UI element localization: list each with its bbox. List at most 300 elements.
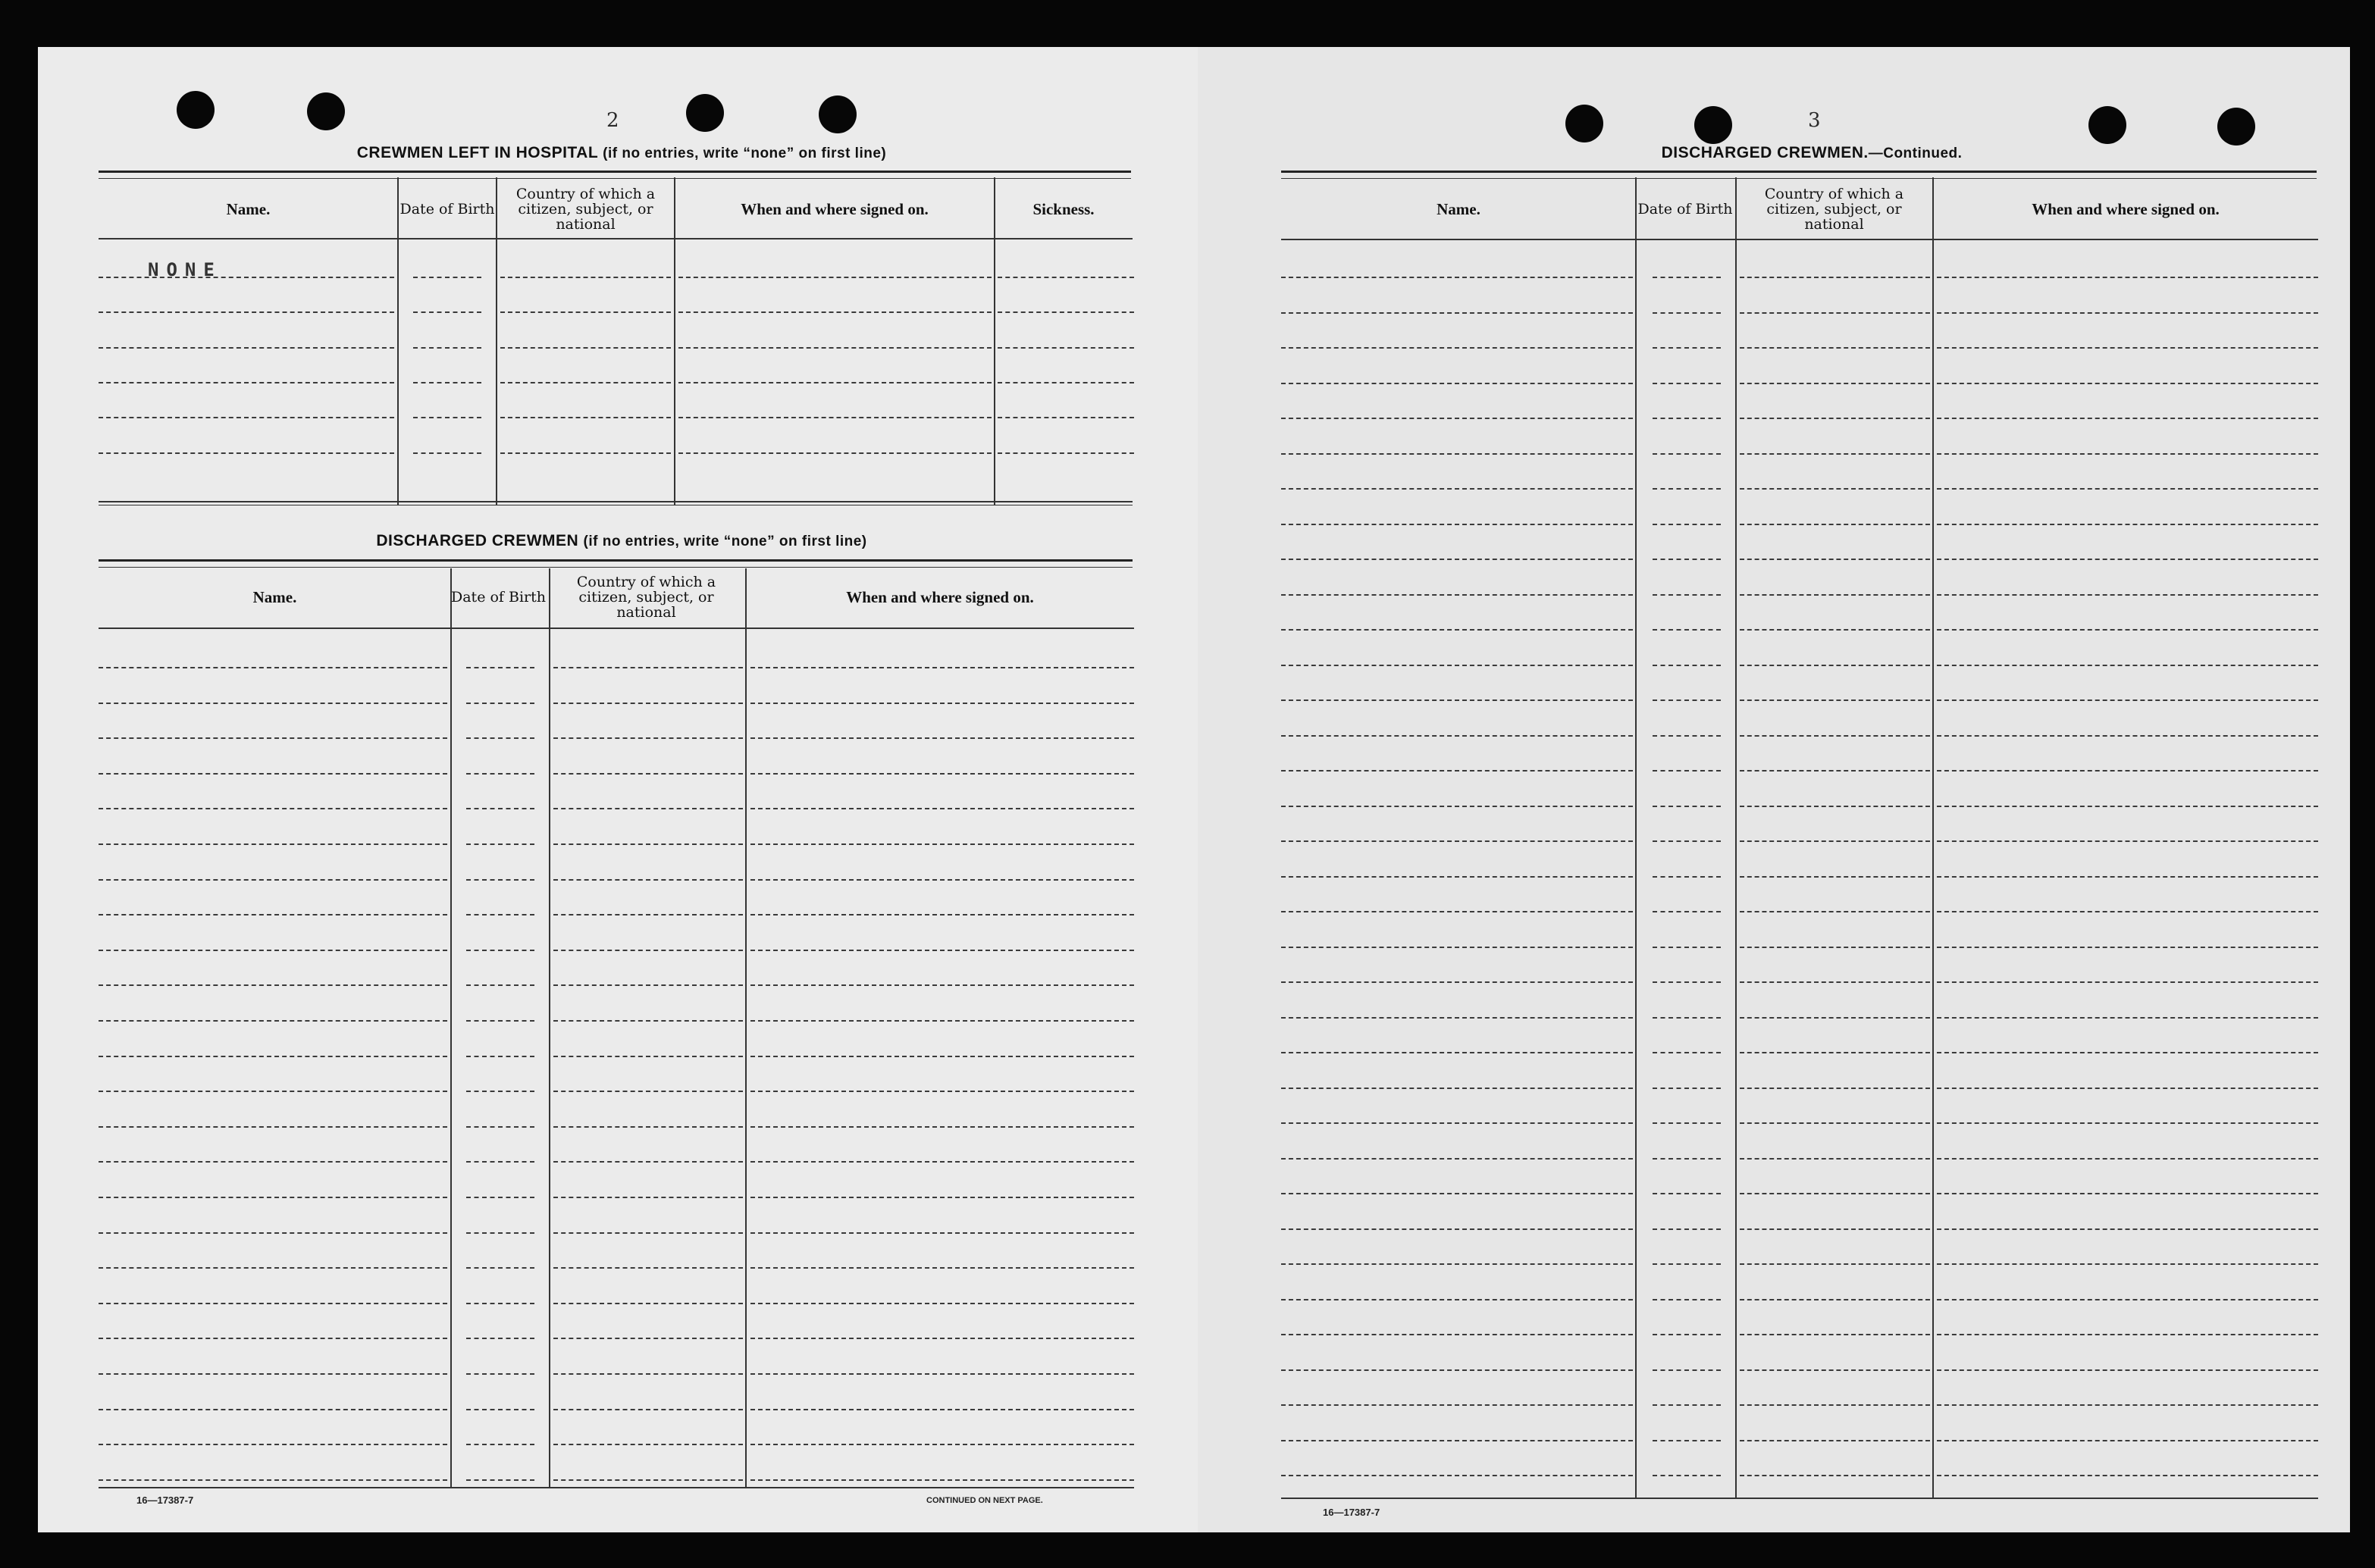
ruled-line bbox=[1937, 1334, 2318, 1335]
column-divider bbox=[496, 177, 497, 505]
ruled-line bbox=[1937, 981, 2318, 983]
ruled-line bbox=[1653, 1369, 1721, 1371]
ruled-line bbox=[1740, 735, 1930, 737]
ruled-line bbox=[99, 1020, 447, 1022]
ruled-line bbox=[1653, 840, 1721, 842]
ruled-line bbox=[1937, 1088, 2318, 1089]
ruled-line bbox=[466, 1126, 534, 1128]
ruled-line bbox=[99, 1303, 447, 1304]
ruled-line bbox=[1740, 1404, 1930, 1406]
ruled-line bbox=[99, 1197, 447, 1198]
ruled-line bbox=[1653, 665, 1721, 666]
ruled-line bbox=[466, 843, 534, 845]
ruled-line bbox=[553, 1444, 743, 1445]
ruled-line bbox=[1740, 277, 1930, 278]
ruled-line bbox=[750, 1091, 1134, 1092]
ruled-line bbox=[99, 452, 394, 454]
ruled-line bbox=[750, 1479, 1134, 1481]
column-divider bbox=[674, 177, 675, 505]
ruled-line bbox=[750, 1444, 1134, 1445]
ruled-line bbox=[1653, 1475, 1721, 1476]
punch-hole bbox=[2217, 108, 2255, 146]
col-header-signed-on: When and where signed on. bbox=[2032, 200, 2220, 218]
continued-note: CONTINUED ON NEXT PAGE. bbox=[926, 1496, 1043, 1505]
ruled-line bbox=[1740, 629, 1930, 631]
page-number: 3 bbox=[1808, 109, 1821, 132]
ruled-line bbox=[1937, 1193, 2318, 1194]
ruled-line bbox=[1937, 1228, 2318, 1230]
ruled-line bbox=[1937, 277, 2318, 278]
page-right bbox=[1198, 47, 2350, 1532]
ruled-line bbox=[1281, 629, 1633, 631]
ruled-line bbox=[678, 347, 992, 349]
ruled-line bbox=[1740, 1263, 1930, 1265]
hospital-entry-none: NONE bbox=[148, 259, 222, 280]
ruled-line bbox=[413, 277, 481, 278]
ruled-line bbox=[1740, 981, 1930, 983]
discharged-top-rule bbox=[99, 559, 1133, 568]
ruled-line bbox=[1653, 418, 1721, 419]
ruled-line bbox=[1937, 770, 2318, 771]
ruled-line bbox=[1740, 1440, 1930, 1441]
column-divider bbox=[1735, 177, 1737, 1498]
ruled-line bbox=[1937, 840, 2318, 842]
ruled-line bbox=[998, 452, 1134, 454]
ruled-line bbox=[99, 950, 447, 951]
ruled-line bbox=[1937, 347, 2318, 349]
ruled-line bbox=[99, 843, 447, 845]
col-header-date-of-birth: Date of Birth bbox=[451, 589, 546, 606]
punch-hole bbox=[177, 91, 215, 129]
col-header-date-of-birth: Date of Birth bbox=[399, 201, 495, 218]
ruled-line bbox=[500, 277, 671, 278]
ruled-line bbox=[1937, 488, 2318, 490]
col-header-sickness: Sickness. bbox=[1032, 200, 1095, 218]
ruled-line bbox=[466, 667, 534, 668]
ruled-line bbox=[99, 1479, 447, 1481]
ruled-line bbox=[553, 1056, 743, 1057]
ruled-line bbox=[1740, 1088, 1930, 1089]
ruled-line bbox=[1937, 806, 2318, 807]
ruled-line bbox=[1740, 699, 1930, 701]
ruled-line bbox=[1281, 1440, 1633, 1441]
ruled-line bbox=[750, 808, 1134, 809]
ruled-line bbox=[466, 1444, 534, 1445]
col-header-signed-on: When and where signed on. bbox=[846, 588, 1034, 606]
ruled-line bbox=[1740, 876, 1930, 878]
ruled-line bbox=[466, 1338, 534, 1339]
ruled-line bbox=[1281, 1369, 1633, 1371]
ruled-line bbox=[1653, 1122, 1721, 1124]
ruled-line bbox=[1281, 699, 1633, 701]
ruled-line bbox=[1653, 1088, 1721, 1089]
ruled-line bbox=[678, 452, 992, 454]
ruled-line bbox=[553, 1197, 743, 1198]
ruled-line bbox=[99, 347, 394, 349]
right-section-title: DISCHARGED CREWMEN.—Continued. bbox=[1661, 144, 1963, 161]
ruled-line bbox=[1740, 770, 1930, 771]
ruled-line bbox=[466, 1232, 534, 1234]
ruled-line bbox=[1281, 840, 1633, 842]
ruled-line bbox=[1937, 1475, 2318, 1476]
ruled-line bbox=[553, 1161, 743, 1163]
ruled-line bbox=[750, 1303, 1134, 1304]
ruled-line bbox=[1740, 1369, 1930, 1371]
ruled-line bbox=[1937, 1369, 2318, 1371]
ruled-line bbox=[1281, 594, 1633, 596]
ruled-line bbox=[750, 1161, 1134, 1163]
ruled-line bbox=[1281, 277, 1633, 278]
ruled-line bbox=[1937, 418, 2318, 419]
ruled-line bbox=[750, 737, 1134, 739]
ruled-line bbox=[1281, 806, 1633, 807]
ruled-line bbox=[1281, 1122, 1633, 1124]
ruled-line bbox=[553, 1479, 743, 1481]
column-divider bbox=[1635, 177, 1637, 1498]
ruled-line bbox=[553, 1267, 743, 1269]
col-header-date-of-birth: Date of Birth bbox=[1637, 201, 1733, 218]
ruled-line bbox=[1281, 347, 1633, 349]
punch-hole bbox=[1565, 105, 1603, 142]
discharged-section-title-text: DISCHARGED CREWMEN (if no entries, write “none” on first line) bbox=[376, 532, 867, 549]
ruled-line bbox=[466, 1479, 534, 1481]
ruled-line bbox=[750, 667, 1134, 668]
hospital-section-title: CREWMEN LEFT IN HOSPITAL (if no entries, write “none” on first line) bbox=[356, 144, 887, 161]
ruled-line bbox=[500, 382, 671, 383]
ruled-line bbox=[553, 843, 743, 845]
ruled-line bbox=[413, 452, 481, 454]
col-header-country: Country of which a citizen, subject, or national bbox=[576, 574, 716, 621]
ruled-line bbox=[1740, 1158, 1930, 1160]
ruled-line bbox=[1653, 488, 1721, 490]
right-top-rule bbox=[1281, 171, 2317, 179]
ruled-line bbox=[1740, 911, 1930, 912]
form-number: 16—17387-7 bbox=[1323, 1507, 1380, 1518]
ruled-line bbox=[99, 382, 394, 383]
ruled-line bbox=[1937, 665, 2318, 666]
ruled-line bbox=[1740, 1193, 1930, 1194]
ruled-line bbox=[750, 1126, 1134, 1128]
column-divider bbox=[994, 177, 995, 505]
ruled-line bbox=[1653, 1158, 1721, 1160]
ruled-line bbox=[99, 1444, 447, 1445]
col-header-country: Country of which a citizen, subject, or national bbox=[515, 186, 656, 233]
page-left bbox=[38, 47, 1198, 1532]
punch-hole bbox=[307, 92, 345, 130]
ruled-line bbox=[99, 417, 394, 418]
ruled-line bbox=[1740, 1017, 1930, 1019]
ruled-line bbox=[750, 1232, 1134, 1234]
ruled-line bbox=[553, 808, 743, 809]
ruled-line bbox=[1281, 665, 1633, 666]
ruled-line bbox=[99, 311, 394, 313]
ruled-line bbox=[750, 1409, 1134, 1410]
ruled-line bbox=[1740, 594, 1930, 596]
page-number: 2 bbox=[606, 109, 619, 132]
ruled-line bbox=[750, 984, 1134, 986]
ruled-line bbox=[1937, 911, 2318, 912]
ruled-line bbox=[466, 703, 534, 704]
ruled-line bbox=[1937, 735, 2318, 737]
ruled-line bbox=[1281, 1193, 1633, 1194]
ruled-line bbox=[1937, 629, 2318, 631]
ruled-line bbox=[1740, 806, 1930, 807]
ruled-line bbox=[1281, 1263, 1633, 1265]
ruled-line bbox=[1653, 1193, 1721, 1194]
column-divider bbox=[1932, 177, 1934, 1498]
ruled-line bbox=[99, 773, 447, 775]
ruled-line bbox=[750, 879, 1134, 881]
ruled-line bbox=[500, 417, 671, 418]
ruled-line bbox=[466, 984, 534, 986]
ruled-line bbox=[553, 984, 743, 986]
ruled-line bbox=[750, 1020, 1134, 1022]
hospital-top-rule bbox=[99, 171, 1131, 179]
form-sheet bbox=[38, 47, 2350, 1532]
ruled-line bbox=[413, 347, 481, 349]
ruled-line bbox=[1653, 559, 1721, 560]
ruled-line bbox=[1740, 312, 1930, 314]
ruled-line bbox=[1281, 418, 1633, 419]
ruled-line bbox=[553, 879, 743, 881]
ruled-line bbox=[1281, 947, 1633, 948]
col-header-country: Country of which a citizen, subject, or national bbox=[1764, 186, 1904, 233]
ruled-line bbox=[1937, 1440, 2318, 1441]
ruled-line bbox=[1653, 629, 1721, 631]
ruled-line bbox=[99, 1161, 447, 1163]
ruled-line bbox=[99, 879, 447, 881]
ruled-line bbox=[1653, 312, 1721, 314]
ruled-line bbox=[1653, 594, 1721, 596]
ruled-line bbox=[466, 1161, 534, 1163]
ruled-line bbox=[1653, 1052, 1721, 1053]
ruled-line bbox=[99, 1267, 447, 1269]
ruled-line bbox=[998, 382, 1134, 383]
ruled-line bbox=[553, 1232, 743, 1234]
ruled-line bbox=[1937, 876, 2318, 878]
ruled-line bbox=[1653, 1440, 1721, 1441]
ruled-line bbox=[1937, 312, 2318, 314]
ruled-line bbox=[1281, 524, 1633, 525]
col-header-name: Name. bbox=[252, 588, 297, 606]
ruled-line bbox=[1740, 1052, 1930, 1053]
ruled-line bbox=[553, 737, 743, 739]
ruled-line bbox=[1653, 1228, 1721, 1230]
ruled-line bbox=[1281, 1158, 1633, 1160]
ruled-line bbox=[1653, 453, 1721, 455]
ruled-line bbox=[998, 417, 1134, 418]
ruled-line bbox=[99, 277, 394, 278]
ruled-line bbox=[1281, 1334, 1633, 1335]
ruled-line bbox=[1653, 383, 1721, 384]
hospital-bottom-rule bbox=[99, 501, 1133, 505]
ruled-line bbox=[553, 1409, 743, 1410]
ruled-line bbox=[99, 1091, 447, 1092]
ruled-line bbox=[1740, 947, 1930, 948]
ruled-line bbox=[99, 914, 447, 915]
ruled-line bbox=[99, 1373, 447, 1375]
ruled-line bbox=[99, 1338, 447, 1339]
ruled-line bbox=[998, 277, 1134, 278]
ruled-line bbox=[1281, 1017, 1633, 1019]
ruled-line bbox=[1281, 1475, 1633, 1476]
ruled-line bbox=[1740, 488, 1930, 490]
ruled-line bbox=[553, 950, 743, 951]
ruled-line bbox=[466, 737, 534, 739]
ruled-line bbox=[1937, 383, 2318, 384]
ruled-line bbox=[1937, 1017, 2318, 1019]
ruled-line bbox=[466, 914, 534, 915]
ruled-line bbox=[466, 1091, 534, 1092]
ruled-line bbox=[1937, 559, 2318, 560]
ruled-line bbox=[1281, 559, 1633, 560]
ruled-line bbox=[1937, 1122, 2318, 1124]
ruled-line bbox=[553, 1373, 743, 1375]
ruled-line bbox=[99, 1126, 447, 1128]
ruled-line bbox=[1740, 1475, 1930, 1476]
ruled-line bbox=[1281, 383, 1633, 384]
ruled-line bbox=[553, 914, 743, 915]
ruled-line bbox=[99, 737, 447, 739]
ruled-line bbox=[750, 914, 1134, 915]
header-rule bbox=[99, 628, 1134, 629]
ruled-line bbox=[678, 382, 992, 383]
ruled-line bbox=[1653, 876, 1721, 878]
ruled-line bbox=[750, 773, 1134, 775]
ruled-line bbox=[466, 1056, 534, 1057]
ruled-line bbox=[1740, 524, 1930, 525]
ruled-line bbox=[1937, 699, 2318, 701]
ruled-line bbox=[553, 1126, 743, 1128]
ruled-line bbox=[553, 1020, 743, 1022]
ruled-line bbox=[1937, 1299, 2318, 1300]
ruled-line bbox=[553, 1303, 743, 1304]
ruled-line bbox=[750, 1197, 1134, 1198]
ruled-line bbox=[1281, 911, 1633, 912]
punch-hole bbox=[819, 95, 857, 133]
ruled-line bbox=[500, 311, 671, 313]
ruled-line bbox=[553, 1091, 743, 1092]
ruled-line bbox=[1740, 383, 1930, 384]
ruled-line bbox=[1281, 1088, 1633, 1089]
ruled-line bbox=[750, 1267, 1134, 1269]
ruled-line bbox=[750, 1056, 1134, 1057]
ruled-line bbox=[1653, 981, 1721, 983]
ruled-line bbox=[413, 311, 481, 313]
punch-hole bbox=[1694, 106, 1732, 144]
ruled-line bbox=[99, 703, 447, 704]
col-header-name: Name. bbox=[1437, 200, 1480, 218]
ruled-line bbox=[1937, 1158, 2318, 1160]
ruled-line bbox=[1653, 1404, 1721, 1406]
ruled-line bbox=[998, 347, 1134, 349]
ruled-line bbox=[466, 808, 534, 809]
ruled-line bbox=[1740, 1334, 1930, 1335]
ruled-line bbox=[553, 1338, 743, 1339]
ruled-line bbox=[1281, 1228, 1633, 1230]
ruled-line bbox=[750, 1373, 1134, 1375]
ruled-line bbox=[466, 1197, 534, 1198]
discharged-bottom-rule bbox=[99, 1487, 1134, 1488]
ruled-line bbox=[1937, 1404, 2318, 1406]
header-rule bbox=[1281, 239, 2318, 240]
ruled-line bbox=[466, 1409, 534, 1410]
ruled-line bbox=[1653, 277, 1721, 278]
ruled-line bbox=[1740, 347, 1930, 349]
ruled-line bbox=[1937, 453, 2318, 455]
ruled-line bbox=[500, 347, 671, 349]
ruled-line bbox=[678, 277, 992, 278]
ruled-line bbox=[553, 773, 743, 775]
ruled-line bbox=[1653, 770, 1721, 771]
ruled-line bbox=[1740, 1228, 1930, 1230]
ruled-line bbox=[1937, 594, 2318, 596]
ruled-line bbox=[750, 843, 1134, 845]
ruled-line bbox=[1653, 947, 1721, 948]
ruled-line bbox=[1740, 1122, 1930, 1124]
ruled-line bbox=[99, 667, 447, 668]
ruled-line bbox=[466, 773, 534, 775]
ruled-line bbox=[1740, 418, 1930, 419]
ruled-line bbox=[1937, 524, 2318, 525]
col-header-name: Name. bbox=[226, 200, 271, 218]
column-divider bbox=[745, 568, 747, 1487]
ruled-line bbox=[413, 382, 481, 383]
ruled-line bbox=[1281, 770, 1633, 771]
column-divider bbox=[397, 177, 399, 505]
column-divider bbox=[549, 568, 550, 1487]
ruled-line bbox=[553, 703, 743, 704]
ruled-line bbox=[1653, 1017, 1721, 1019]
ruled-line bbox=[1653, 347, 1721, 349]
right-bottom-rule bbox=[1281, 1498, 2318, 1499]
ruled-line bbox=[1281, 1404, 1633, 1406]
ruled-line bbox=[1281, 876, 1633, 878]
ruled-line bbox=[1740, 559, 1930, 560]
form-number: 16—17387-7 bbox=[136, 1494, 194, 1506]
ruled-line bbox=[1281, 981, 1633, 983]
ruled-line bbox=[678, 417, 992, 418]
ruled-line bbox=[1937, 1263, 2318, 1265]
ruled-line bbox=[413, 417, 481, 418]
ruled-line bbox=[998, 311, 1134, 313]
ruled-line bbox=[99, 808, 447, 809]
ruled-line bbox=[750, 703, 1134, 704]
header-rule bbox=[99, 238, 1133, 239]
ruled-line bbox=[750, 1338, 1134, 1339]
punch-hole bbox=[686, 94, 724, 132]
ruled-line bbox=[1653, 1299, 1721, 1300]
ruled-line bbox=[678, 311, 992, 313]
punch-hole bbox=[2088, 106, 2126, 144]
ruled-line bbox=[466, 1373, 534, 1375]
ruled-line bbox=[466, 1303, 534, 1304]
ruled-line bbox=[750, 950, 1134, 951]
ruled-line bbox=[1281, 488, 1633, 490]
ruled-line bbox=[1281, 453, 1633, 455]
ruled-line bbox=[1653, 1334, 1721, 1335]
ruled-line bbox=[1740, 1299, 1930, 1300]
ruled-line bbox=[1740, 453, 1930, 455]
ruled-line bbox=[99, 984, 447, 986]
ruled-line bbox=[1653, 699, 1721, 701]
ruled-line bbox=[1740, 665, 1930, 666]
ruled-line bbox=[1653, 735, 1721, 737]
ruled-line bbox=[1281, 312, 1633, 314]
ruled-line bbox=[500, 452, 671, 454]
ruled-line bbox=[99, 1056, 447, 1057]
ruled-line bbox=[1281, 1052, 1633, 1053]
